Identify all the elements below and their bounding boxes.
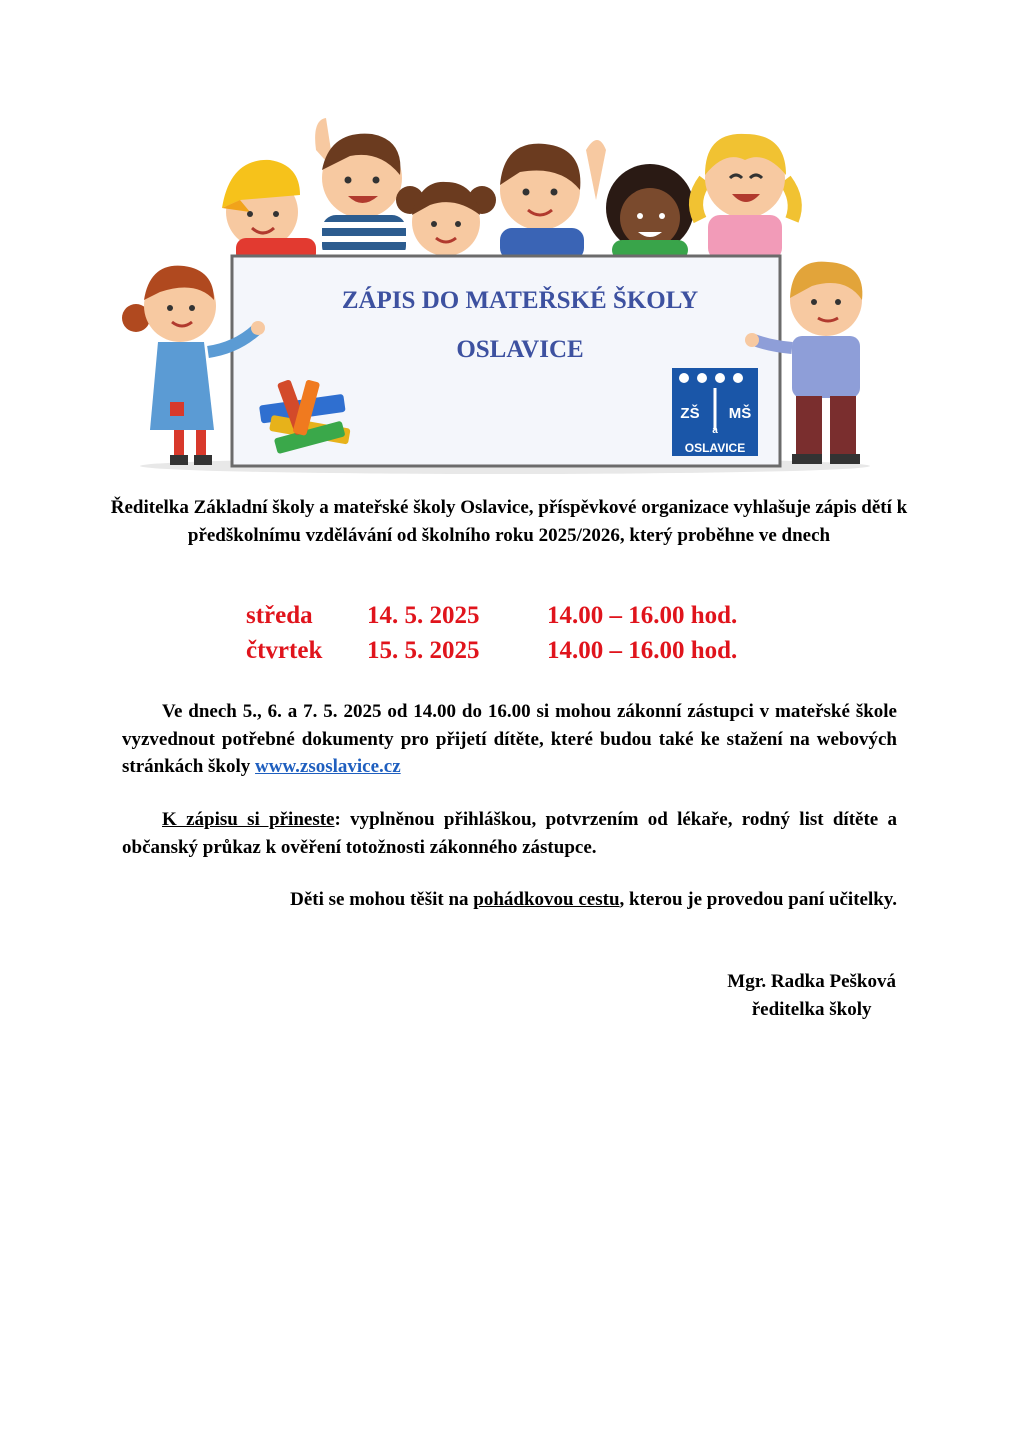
fun-paragraph: [122, 886, 897, 914]
logo-name: OSLAVICE: [684, 441, 746, 455]
bring-lead: K zápisu si přineste: [162, 809, 335, 830]
kid-curly-hair-illustration: [606, 164, 694, 260]
banner-illustration: [0, 0, 1018, 475]
schedule-day: středa: [246, 602, 313, 629]
signature-name: Mgr. Radka Pešková: [727, 971, 896, 992]
logo-a: a: [712, 425, 718, 436]
banner-title-line2: OSLAVICE: [456, 336, 584, 363]
kid-blonde-girl-illustration: [696, 134, 795, 260]
school-website-link[interactable]: www.zsoslavice.cz: [255, 756, 401, 777]
kid-pigtails-illustration: [396, 182, 496, 256]
kid-striped-shirt-illustration: [315, 118, 406, 260]
fun-underlined: pohádkovou cestu: [473, 889, 620, 910]
logo-zs: ZŠ: [680, 405, 700, 422]
bring-text: : vyplněnou přihláškou, potvrzením od lékaře, rodný list dítěte a občanský průkaz k ověření totožnosti zákonného zástupce.: [122, 809, 898, 858]
fun-text-before: Děti se mohou těšit na: [290, 889, 474, 910]
kid-green-shirt-illustration: [500, 140, 606, 260]
documents-text: Ve dnech 5., 6. a 7. 5. 2025 od 14.00 do 16.00 si mohou zákonní zástupci v mateřské škole vyzvednout potřebné dokumenty pro přijetí dítěte, které budou také ke stažení na webových stránkách školy: [122, 701, 897, 777]
fun-text-after: , kterou je provedou paní učitelky.: [619, 889, 897, 910]
schedule-date: 14. 5. 2025: [367, 602, 480, 629]
school-logo: [672, 368, 758, 456]
documents-paragraph: [122, 698, 897, 781]
schedule-day: čtvrtek: [246, 637, 323, 664]
schedule-date: 15. 5. 2025: [367, 637, 480, 664]
bring-paragraph: [122, 806, 897, 861]
logo-ms: MŠ: [728, 405, 752, 422]
kid-yellow-cap-illustration: [222, 160, 316, 263]
signature-role: ředitelka školy: [751, 999, 872, 1020]
schedule-time: 14.00 – 16.00 hod.: [547, 637, 738, 664]
banner-title-line1: ZÁPIS DO MATEŘSKÉ ŠKOLY: [341, 287, 699, 314]
schedule-time: 14.00 – 16.00 hod.: [547, 602, 738, 629]
intro-paragraph: Ředitelka Základní školy a mateřské školy Oslavice, příspěvkové organizace vyhlašuje zápis dětí k předškolnímu vzdělávání od školního roku 2025/2026, který proběhne ve dnech: [110, 497, 908, 546]
signature-block: [727, 968, 896, 1024]
